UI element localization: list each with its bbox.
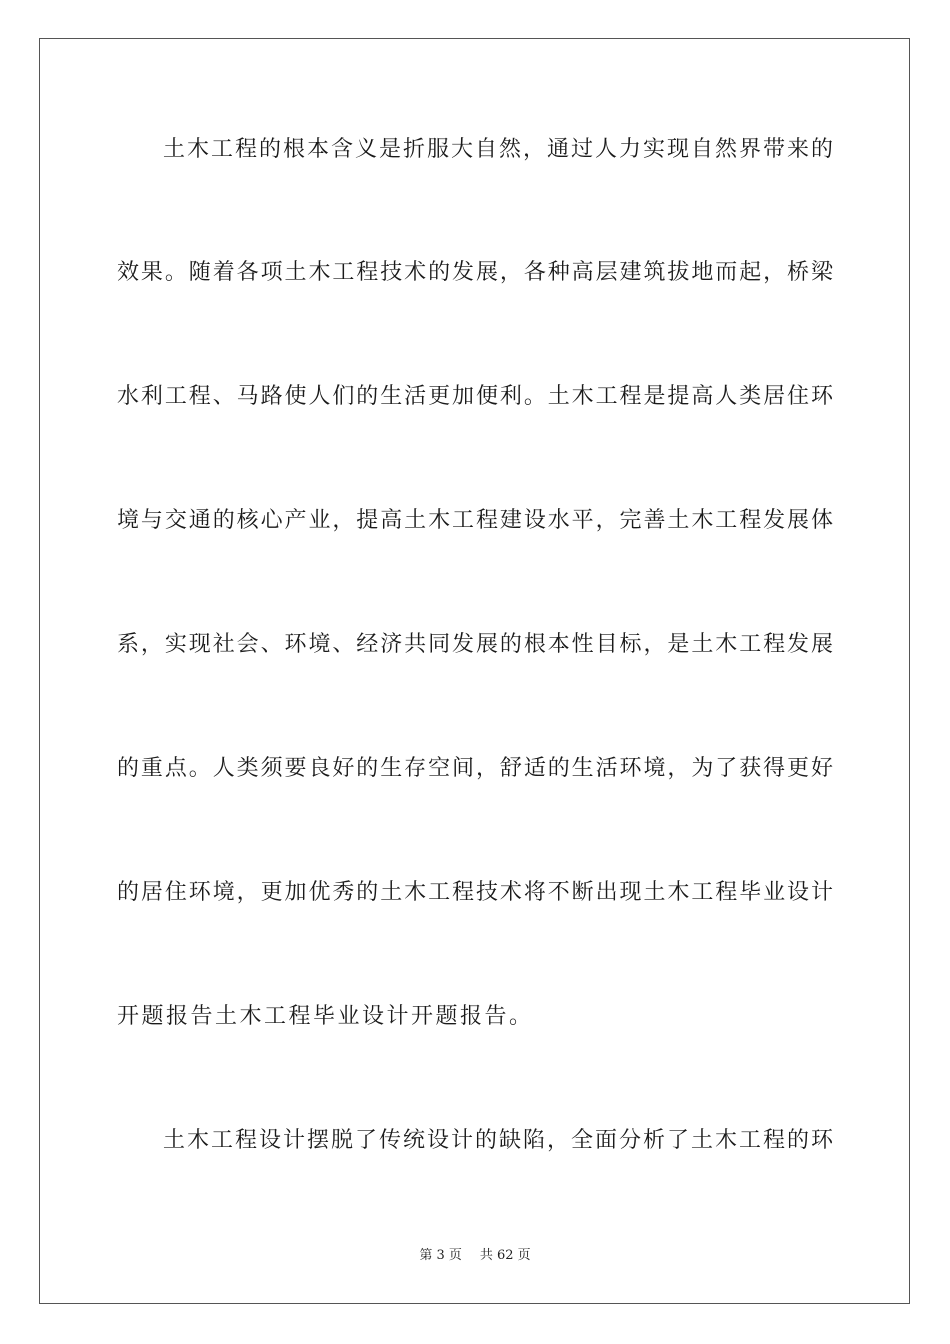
paragraph-2-line-1: 土木工程设计摆脱了传统设计的缺陷，全面分析了土木工程的环	[163, 1128, 833, 1153]
paragraph-1-line-7: 的居住环境，更加优秀的土木工程技术将不断出现土木工程毕业设计	[117, 880, 833, 905]
page-number: 第 3 页	[419, 1248, 462, 1263]
paragraph-1-line-2: 效果。随着各项土木工程技术的发展，各种高层建筑拔地而起，桥梁	[117, 260, 833, 285]
paragraph-1-line-1: 土木工程的根本含义是折服大自然，通过人力实现自然界带来的	[163, 137, 833, 162]
paragraph-1-line-3: 水利工程、马路使人们的生活更加便利。土木工程是提高人类居住环	[117, 384, 833, 409]
paragraph-1-line-6: 的重点。人类须要良好的生存空间，舒适的生活环境，为了获得更好	[117, 756, 833, 781]
page-footer	[0, 1247, 950, 1265]
paragraph-1-line-4: 境与交通的核心产业，提高土木工程建设水平，完善土木工程发展体	[117, 508, 833, 533]
paragraph-1-line-5: 系，实现社会、环境、经济共同发展的根本性目标，是土木工程发展	[117, 632, 833, 657]
total-pages: 共 62 页	[479, 1248, 531, 1263]
page-frame	[39, 38, 910, 1304]
paragraph-1-line-8: 开题报告土木工程毕业设计开题报告。	[117, 1004, 534, 1029]
